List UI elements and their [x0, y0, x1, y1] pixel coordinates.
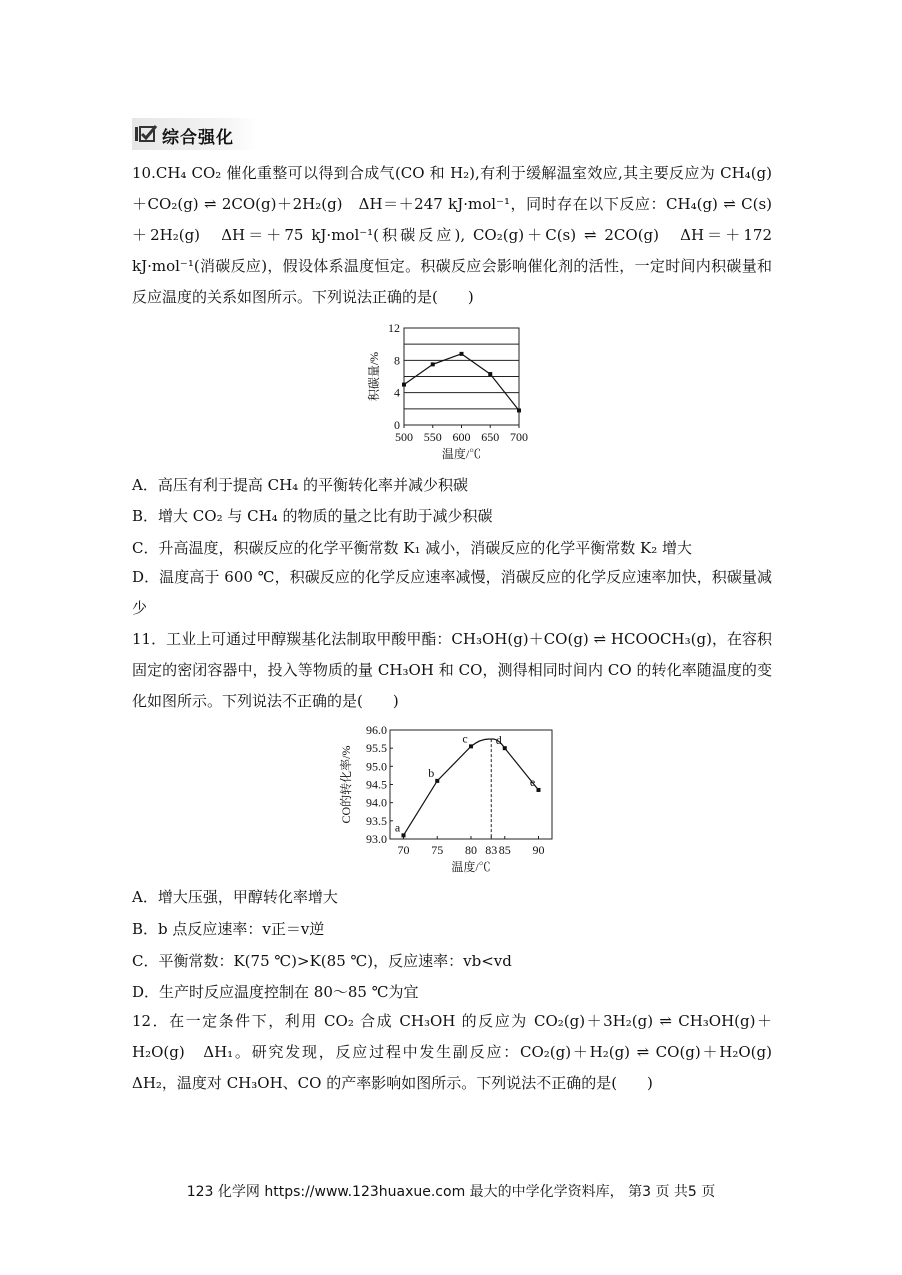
question-10-option-c: C．升高温度，积碳反应的化学平衡常数 K₁ 减小，消碳反应的化学平衡常数 K₂ 增大: [132, 539, 692, 557]
data-point: [402, 833, 406, 837]
chart-co-conversion: [338, 722, 560, 880]
check-icon: [134, 124, 158, 144]
question-11-option-b: B．b 点反应速率：v正＝v逆: [132, 920, 325, 938]
data-point: [431, 362, 435, 366]
y-axis-label: 积碳量/%: [367, 351, 381, 402]
x-tick-label: 80: [465, 843, 477, 857]
question-10-option-a: A．高压有利于提高 CH₄ 的平衡转化率并减少积碳: [132, 476, 468, 494]
data-point: [460, 352, 464, 356]
x-tick-label: 70: [397, 843, 410, 857]
x-tick-label: 85: [498, 843, 511, 857]
y-tick-label: 96.0: [366, 723, 387, 737]
x-tick-label: 90: [532, 843, 545, 857]
data-point: [435, 779, 439, 783]
y-tick-label: 94.0: [366, 795, 387, 810]
point-label: c: [462, 731, 468, 746]
x-tick-label: 75: [431, 843, 444, 857]
data-point: [402, 383, 406, 387]
y-tick-label: 94.5: [366, 777, 387, 792]
y-tick-label: 12: [388, 321, 400, 335]
point-label: e: [529, 774, 536, 789]
data-point: [537, 788, 541, 792]
x-tick-label: 700: [510, 430, 528, 444]
x-tick-label: 83: [485, 843, 498, 857]
point-label: d: [495, 733, 502, 748]
question-11-stem: 11．工业上可通过甲醇羰基化法制取甲酸甲酯：CH₃OH(g)＋CO(g) ⇌ HCOOCH₃(g)，在容积固定的密闭容器中，投入等物质的量 CH₃OH 和 CO，测得相同时间内 CO 的转化率随温度的变化如图所示。下列说法不正确的是( ): [132, 630, 772, 710]
series-line: [404, 739, 539, 835]
point-label: b: [428, 765, 435, 780]
question-11-option-a: A．增大压强，甲醇转化率增大: [132, 888, 338, 906]
y-tick-label: 95.0: [366, 759, 387, 774]
y-tick-label: 93.5: [366, 813, 387, 828]
data-point: [469, 744, 473, 748]
question-11-option-c: C．平衡常数：K(75 ℃)>K(85 ℃)，反应速率：vb<vd: [132, 952, 512, 970]
y-tick-label: 0: [394, 418, 400, 432]
y-axis-label: CO的转化率/%: [339, 745, 353, 824]
y-tick-label: 4: [394, 385, 400, 400]
x-axis-label: 温度/℃: [441, 447, 482, 461]
data-point: [503, 746, 507, 750]
y-tick-label: 93.0: [366, 832, 387, 846]
x-tick-label: 600: [452, 430, 471, 444]
x-axis-label: 温度/℃: [451, 860, 491, 874]
page-footer: 123 化学网 https://www.123huaxue.com 最大的中学化学资料库， 第3 页 共5 页: [186, 1184, 716, 1200]
series-line: [404, 354, 519, 411]
question-10-stem: 10.CH₄ CO₂ 催化重整可以得到合成气(CO 和 H₂),有利于缓解温室效应,其主要反应为 CH₄(g)＋CO₂(g) ⇌ 2CO(g)＋2H₂(g) ΔH＝＋247 kJ·mol⁻¹，同时存在以下反应：CH₄(g) ⇌ C(s)＋2H₂(g) ΔH＝＋75 kJ·mol⁻¹(积碳反应), CO₂(g)＋C(s) ⇌ 2CO(g) ΔH＝＋172 kJ·mol⁻¹(消碳反应)，假设体系温度恒定。积碳反应会影响催化剂的活性，一定时间内积碳量和反应温度的关系如图所示。下列说法正确的是( ): [132, 164, 772, 306]
x-tick-label: 550: [423, 430, 442, 444]
data-point: [488, 372, 492, 376]
point-label: a: [394, 820, 401, 835]
question-10-option-d: D．温度高于 600 ℃，积碳反应的化学反应速率减慢，消碳反应的化学反应速率加快，积碳量减少: [132, 568, 772, 617]
data-point: [517, 408, 521, 412]
section-title: 综合强化: [162, 128, 234, 148]
chart-carbon-deposition: [362, 318, 542, 468]
x-tick-label: 500: [395, 430, 413, 444]
y-tick-label: 95.5: [366, 741, 387, 756]
section-header: [132, 118, 258, 150]
question-10-option-b: B．增大 CO₂ 与 CH₄ 的物质的量之比有助于减少积碳: [132, 507, 493, 525]
question-11-option-d: D．生产时反应温度控制在 80～85 ℃为宜: [132, 983, 419, 1001]
question-12-stem: 12．在一定条件下，利用 CO₂ 合成 CH₃OH 的反应为 CO₂(g)＋3H₂(g) ⇌ CH₃OH(g)＋H₂O(g) ΔH₁。研究发现，反应过程中发生副反应：CO₂(g)＋H₂(g) ⇌ CO(g)＋H₂O(g) ΔH₂，温度对 CH₃OH、CO 的产率影响如图所示。下列说法不正确的是( ): [132, 1012, 788, 1092]
x-tick-label: 650: [481, 430, 500, 444]
y-tick-label: 8: [394, 353, 400, 368]
